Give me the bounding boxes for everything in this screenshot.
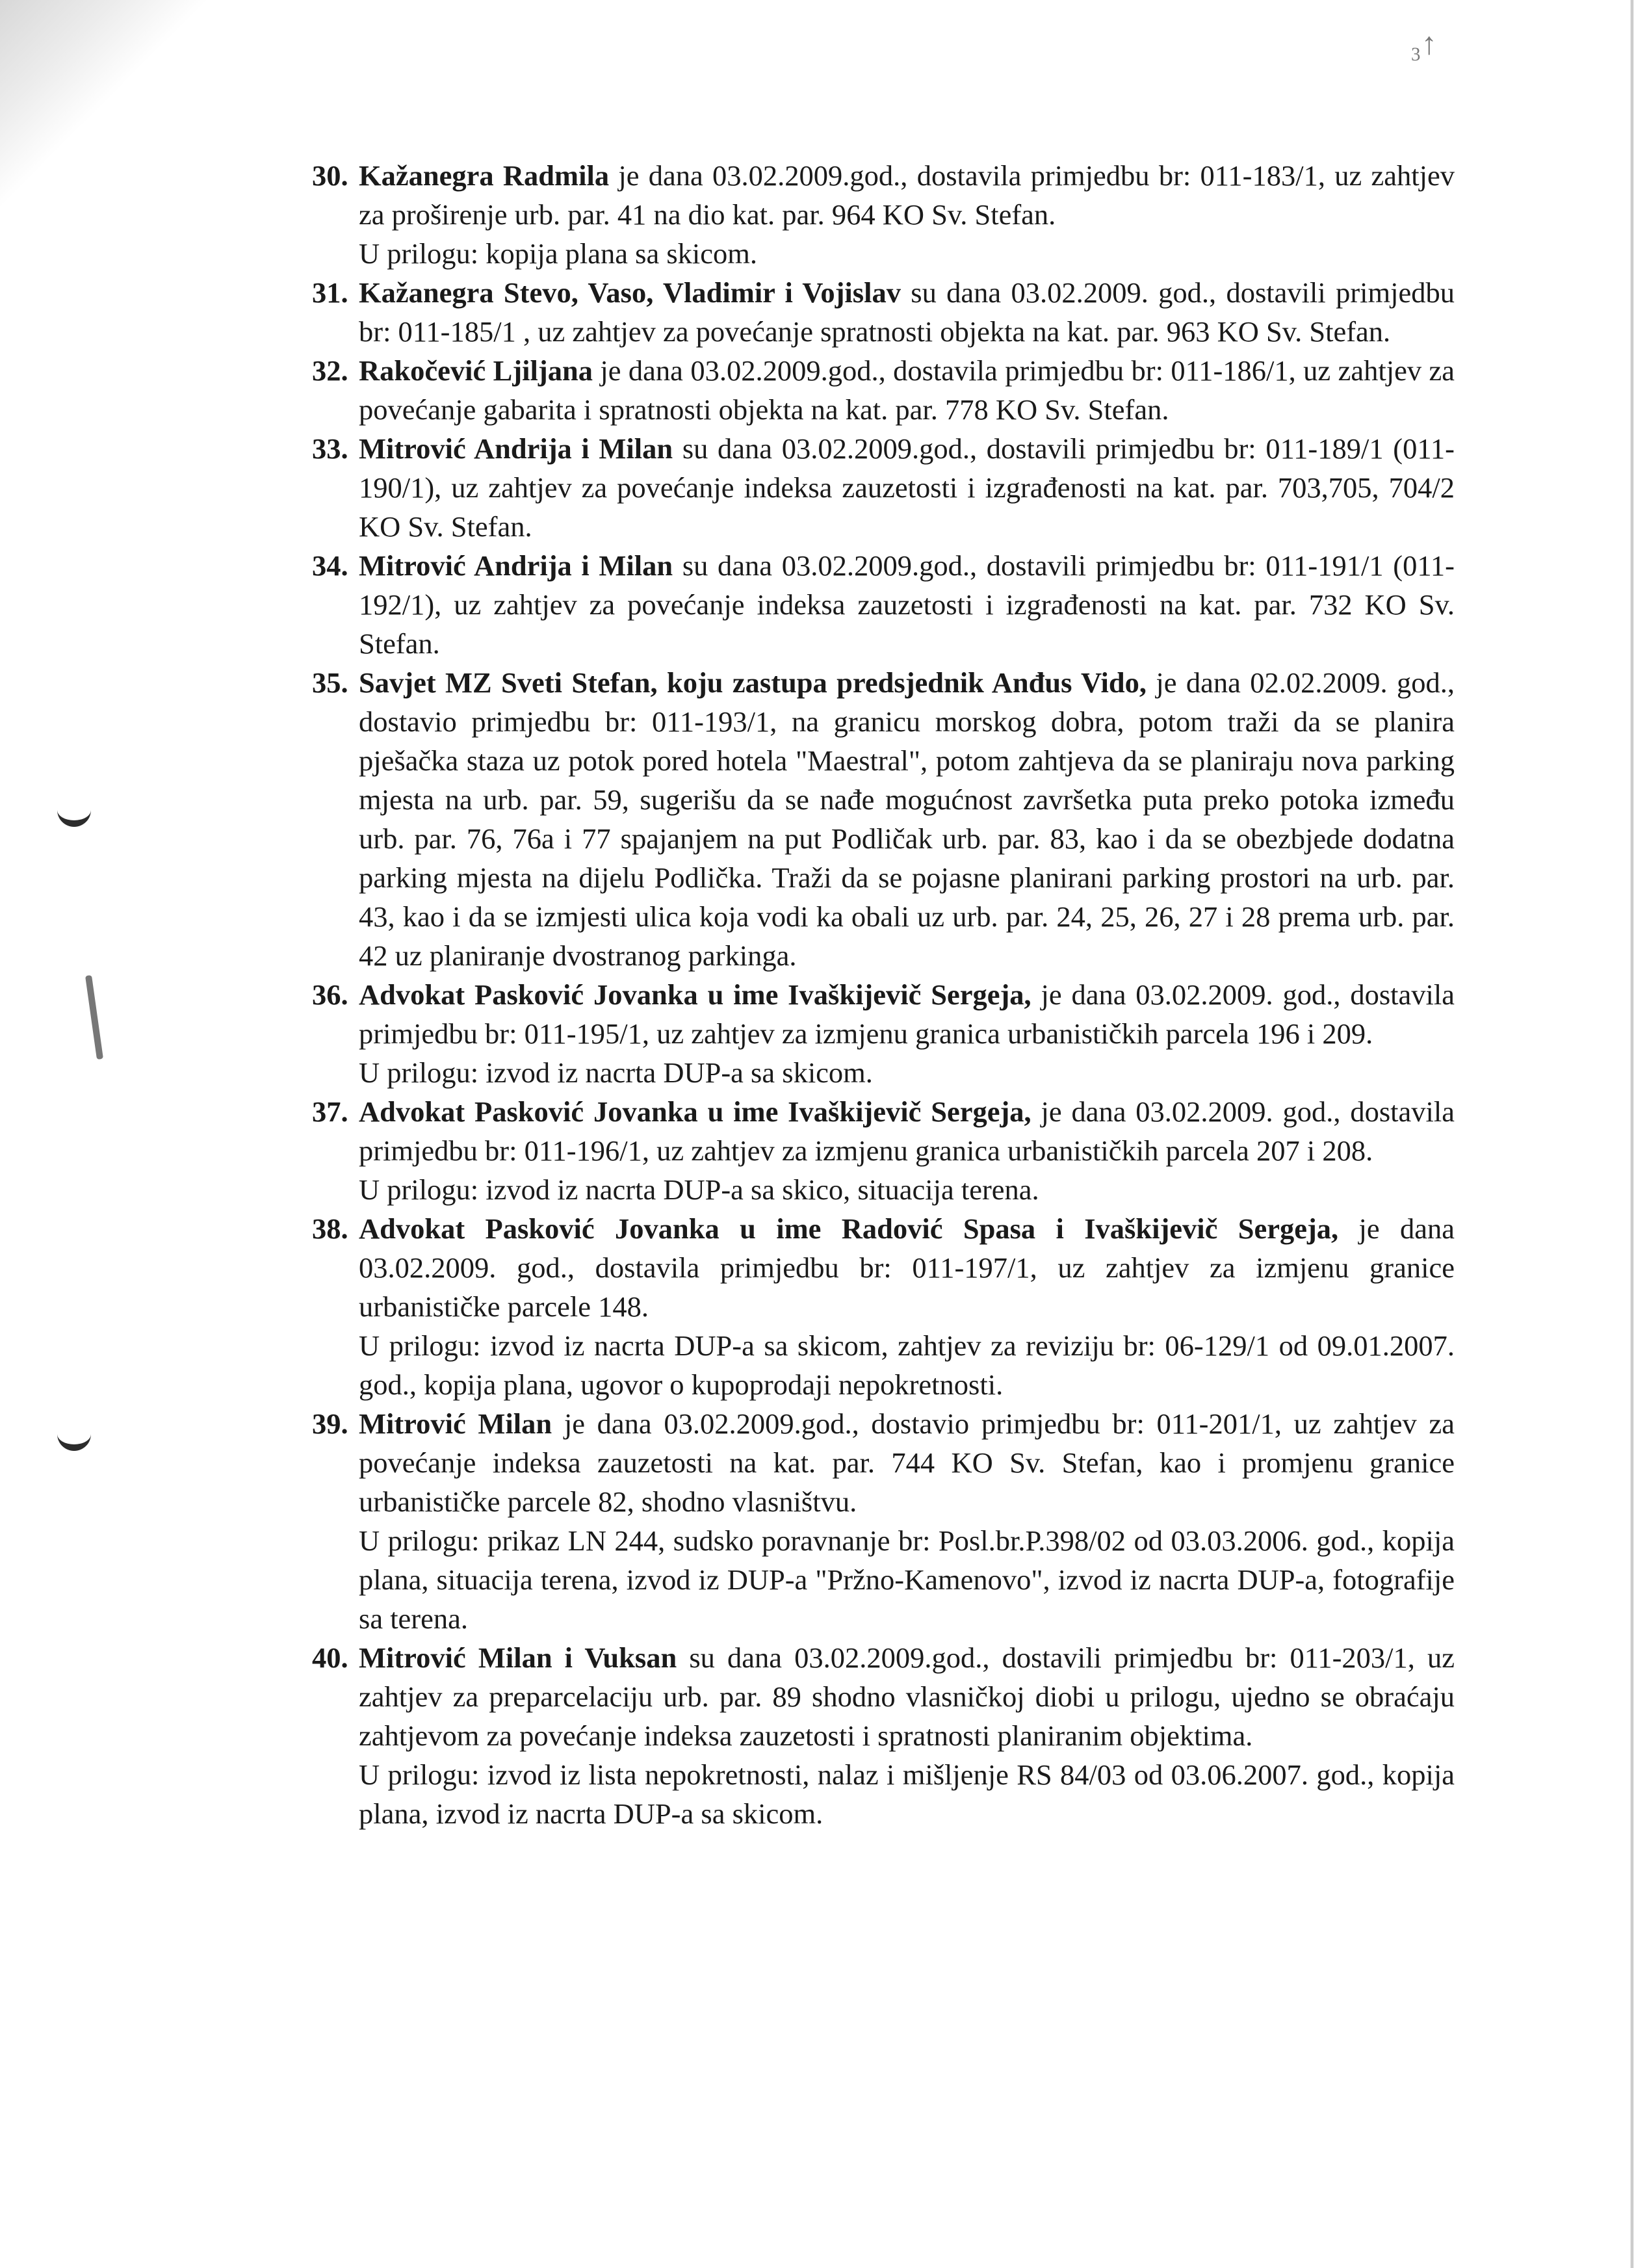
entry-attachment: U prilogu: kopija plana sa skicom.: [359, 237, 758, 270]
scan-artifact: [85, 975, 103, 1060]
entry-description: su dana 03.02.2009.god., dostavili primjedbu br: 011-203/1, uz zahtjev za preparcelaciju urb. par. 89 shodno vlasničkoj diobi u prilogu, ujedno se obraćaju zahtjevom za povećanje indeksa zauzetosti i spratnosti planiranim objektima.: [359, 1641, 1455, 1752]
entry-number: 35.: [312, 666, 348, 699]
entry-number: 39.: [312, 1407, 348, 1440]
entry-39: [312, 1404, 1455, 1638]
entry-description: je dana 03.02.2009.god., dostavila primjedbu br: 011-186/1, uz zahtjev za povećanje gabarita i spratnosti objekta na kat. par. 778 KO Sv. Stefan.: [359, 354, 1455, 426]
entry-31: [312, 273, 1455, 351]
entry-name: Rakočević Ljiljana: [359, 354, 593, 387]
corner-mark: ₃↑: [1410, 27, 1437, 61]
entry-name: Mitrović Andrija i Milan: [359, 549, 673, 582]
entry-34: [312, 546, 1455, 663]
entry-name: Mitrović Milan: [359, 1407, 552, 1440]
entry-description: je dana 02.02.2009. god., dostavio primjedbu br: 011-193/1, na granicu morskog dobra, potom traži da se planira pješačka staza uz potok pored hotela "Maestral", potom zahtjeva da se planiraju nova parking mjesta na urb. par. 59, sugerišu da se nađe mogućnost završetka puta preko potoka između urb. par. 76, 76a i 77 spajanjem na put Podličak urb. par. 83, kao i da se obezbjede dodatna parking mjesta na dijelu Podlička. Traži da se pojasne planirani parking prostori na urb. par. 43, kao i da se izmjesti ulica koja vodi ka obali uz urb. par. 24, 25, 26, 27 i 28 prema urb. par. 42 uz planiranje dvostranog parkinga.: [359, 666, 1455, 972]
entry-text: [359, 273, 1455, 351]
punch-hole-mark: [57, 1430, 91, 1451]
entry-description: su dana 03.02.2009. god., dostavili primjedbu br: 011-185/1 , uz zahtjev za povećanje spratnosti objekta na kat. par. 963 KO Sv. Stefan.: [359, 276, 1455, 348]
entry-attachment: U prilogu: izvod iz nacrta DUP-a sa skico, situacija terena.: [359, 1173, 1039, 1206]
entry-number: 37.: [312, 1095, 348, 1128]
entry-text: [359, 156, 1455, 273]
entry-name: Savjet MZ Sveti Stefan, koju zastupa predsjednik Anđus Vido,: [359, 666, 1147, 699]
entry-description: je dana 03.02.2009.god., dostavio primjedbu br: 011-201/1, uz zahtjev za povećanje indeksa zauzetosti na kat. par. 744 KO Sv. Stefan, kao i promjenu granice urbanističke parcele 82, shodno vlasništvu.: [359, 1407, 1455, 1518]
entry-number: 34.: [312, 549, 348, 582]
entry-attachment: U prilogu: prikaz LN 244, sudsko poravnanje br: Posl.br.P.398/02 od 03.03.2006. god., kopija plana, situacija terena, izvod iz DUP-a "Pržno-Kamenovo", izvod iz nacrta DUP-a, fotografije sa terena.: [359, 1524, 1455, 1635]
entry-number: 30.: [312, 159, 348, 192]
entry-name: Kažanegra Stevo, Vaso, Vladimir i Vojislav: [359, 276, 901, 309]
entry-name: Mitrović Andrija i Milan: [359, 432, 673, 465]
entry-description: je dana 03.02.2009. god., dostavila primjedbu br: 011-196/1, uz zahtjev za izmjenu granica urbanističkih parcela 207 i 208.: [359, 1095, 1455, 1167]
entry-name: Mitrović Milan i Vuksan: [359, 1641, 677, 1674]
entry-description: je dana 03.02.2009. god., dostavila primjedbu br: 011-197/1, uz zahtjev za izmjenu granice urbanističke parcele 148.: [359, 1212, 1455, 1323]
entry-32: [312, 351, 1455, 429]
entry-38: [312, 1209, 1455, 1404]
scan-shadow: [0, 0, 247, 273]
entry-number: 33.: [312, 432, 348, 465]
entry-number: 40.: [312, 1641, 348, 1674]
entry-text: [359, 546, 1455, 663]
entry-text: [359, 663, 1455, 975]
entry-number: 38.: [312, 1212, 348, 1245]
page-edge: [1630, 0, 1634, 2268]
entry-40: [312, 1638, 1455, 1833]
entry-text: [359, 975, 1455, 1092]
entry-name: Advokat Pasković Jovanka u ime Ivaškijevič Sergeja,: [359, 1095, 1031, 1128]
punch-hole-mark: [57, 806, 91, 827]
entry-name: Advokat Pasković Jovanka u ime Radović Spasa i Ivaškijevič Sergeja,: [359, 1212, 1339, 1245]
document-body: [312, 156, 1455, 1833]
entry-number: 32.: [312, 354, 348, 387]
entry-attachment: U prilogu: izvod iz nacrta DUP-a sa skicom, zahtjev za reviziju br: 06-129/1 od 09.01.2007. god., kopija plana, ugovor o kupoprodaji nepokretnosti.: [359, 1329, 1455, 1401]
entry-number: 36.: [312, 978, 348, 1011]
entry-name: Advokat Pasković Jovanka u ime Ivaškijevič Sergeja,: [359, 978, 1031, 1011]
entry-text: [359, 1638, 1455, 1833]
entry-number: 31.: [312, 276, 348, 309]
entry-36: [312, 975, 1455, 1092]
entry-33: [312, 429, 1455, 546]
entry-text: [359, 351, 1455, 429]
entry-text: [359, 429, 1455, 546]
entry-description: su dana 03.02.2009.god., dostavili primjedbu br: 011-189/1 (011-190/1), uz zahtjev za povećanje indeksa zauzetosti i izgrađenosti na kat. par. 703,705, 704/2 KO Sv. Stefan.: [359, 432, 1455, 543]
entry-35: [312, 663, 1455, 975]
entry-attachment: U prilogu: izvod iz lista nepokretnosti, nalaz i mišljenje RS 84/03 od 03.06.2007. god., kopija plana, izvod iz nacrta DUP-a sa skicom.: [359, 1758, 1455, 1830]
entry-description: su dana 03.02.2009.god., dostavili primjedbu br: 011-191/1 (011-192/1), uz zahtjev za povećanje indeksa zauzetosti i izgrađenosti na kat. par. 732 KO Sv. Stefan.: [359, 549, 1455, 660]
entry-attachment: U prilogu: izvod iz nacrta DUP-a sa skicom.: [359, 1056, 873, 1089]
entry-37: [312, 1092, 1455, 1209]
entry-text: [359, 1404, 1455, 1638]
entry-text: [359, 1092, 1455, 1209]
entry-name: Kažanegra Radmila: [359, 159, 610, 192]
entry-text: [359, 1209, 1455, 1404]
entry-30: [312, 156, 1455, 273]
entry-description: je dana 03.02.2009.god., dostavila primjedbu br: 011-183/1, uz zahtjev za proširenje urb. par. 41 na dio kat. par. 964 KO Sv. Stefan.: [359, 159, 1455, 231]
entry-description: je dana 03.02.2009. god., dostavila primjedbu br: 011-195/1, uz zahtjev za izmjenu granica urbanističkih parcela 196 i 209.: [359, 978, 1455, 1050]
